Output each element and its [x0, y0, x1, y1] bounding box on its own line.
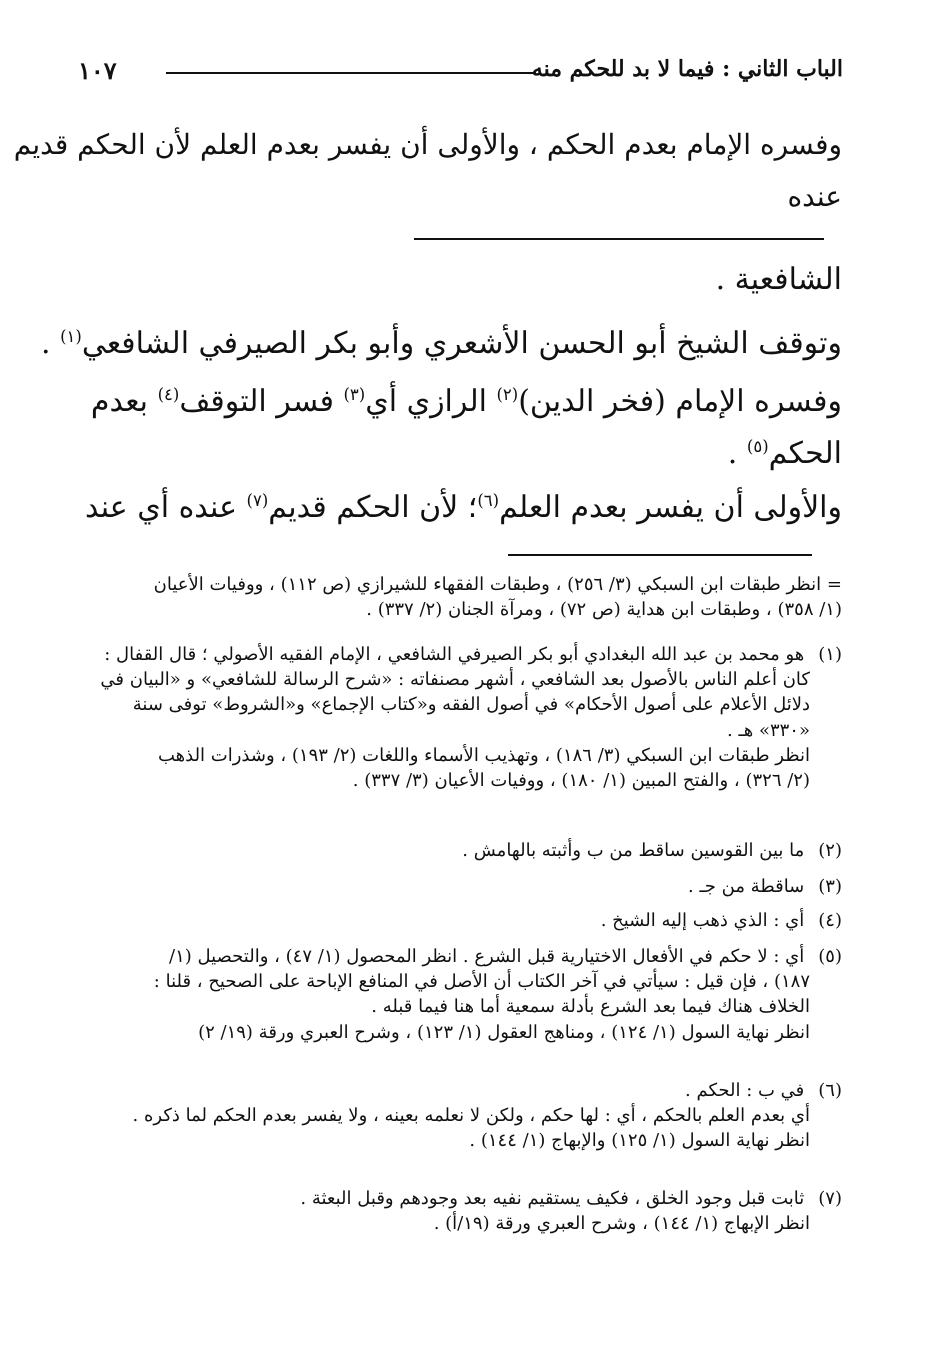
footnote-separator-rule	[508, 554, 812, 556]
body-line-1: الشافعية .	[715, 262, 842, 297]
body-text: الرازي أي	[365, 384, 497, 419]
footnote-line: في ب : الحكم .	[685, 1080, 805, 1101]
body-text: وتوقف الشيخ أبو الحسن الأشعري وأبو بكر الصيرفي الشافعي	[81, 326, 842, 361]
footnote-1	[72, 642, 842, 793]
footnote-continuation	[72, 572, 842, 622]
body-text: ؛ لأن الحكم قديم	[268, 490, 478, 525]
footnote-ref-5: (٥)	[746, 437, 769, 456]
footnote-line: أي : الذي ذهب إليه الشيخ .	[600, 910, 805, 931]
body-text: الحكم	[768, 436, 842, 471]
note-separator-rule	[414, 238, 824, 240]
body-line-4	[72, 436, 842, 472]
footnote-line: (٢/ ٣٢٦) ، والفتح المبين (١/ ١٨٠) ، ووفيات الأعيان (٣/ ٣٣٧) .	[352, 769, 810, 791]
footnote-7	[72, 1186, 842, 1236]
footnote-line: ما بين القوسين ساقط من ب وأثبته بالهامش .	[462, 840, 805, 861]
footnote-line: ثابت قبل وجود الخلق ، فكيف يستقيم نفيه بعد وجودهم وقبل البعثة .	[300, 1188, 805, 1209]
footnote-number: (٥)	[818, 946, 842, 967]
footnote-line: انظر نهاية السول (١/ ١٢٤) ، ومناهج العقول (١/ ١٢٣) ، وشرح العبري ورقة (١٩/ ٢)	[198, 1021, 810, 1043]
footnote-4	[72, 908, 842, 933]
footnote-6	[72, 1078, 842, 1154]
body-text: وفسره الإمام (فخر الدين)	[518, 384, 842, 419]
body-line-2	[41, 326, 842, 362]
page-number: ١٠٧	[78, 56, 117, 85]
footnote-number: (٦)	[818, 1080, 842, 1101]
footnote-line: انظر طبقات ابن السبكي (٣/ ١٨٦) ، وتهذيب الأسماء واللغات (٢/ ١٩٣) ، وشذرات الذهب	[157, 744, 810, 766]
footnote-5	[72, 944, 842, 1045]
footnote-line: انظر نهاية السول (١/ ١٢٥) والإبهاج (١/ ١٤٤) .	[469, 1130, 810, 1152]
body-line-3	[72, 384, 842, 420]
footnote-3	[72, 874, 842, 899]
footnote-line: دلائل الأعلام على أصول الأحكام» في أصول الفقه و«كتاب الإجماع» و«الشروط» توفى سنة	[132, 694, 810, 716]
body-text: عنده أي عند	[84, 490, 247, 525]
footnote-line: هو محمد بن عبد الله البغدادي أبو بكر الصيرفي الشافعي ، الإمام الفقيه الأصولي ؛ قال القفال :	[104, 644, 805, 665]
running-title: الباب الثاني : فيما لا بد للحكم منه	[531, 56, 843, 82]
footnote-ref-7: (٧)	[246, 491, 269, 510]
footnote-line: «٣٣٠» هـ .	[727, 719, 810, 741]
margin-note-line-1: وفسره الإمام بعدم الحكم ، والأولى أن يفسر بعدم العلم لأن الحكم قديم	[13, 128, 842, 161]
footnote-2	[72, 838, 842, 863]
footnote-line: كان أعلم الناس بالأصول بعد الشافعي ، أشهر مصنفاته : «شرح الرسالة للشافعي» و «البيان في	[100, 669, 810, 691]
footnote-ref-3: (٣)	[343, 385, 366, 404]
footnote-line: = انظر طبقات ابن السبكي (٣/ ٢٥٦) ، وطبقات الفقهاء للشيرازي (ص ١١٢) ، ووفيات الأعيان	[153, 574, 842, 595]
body-text: فسر التوقف	[179, 384, 344, 419]
footnote-line: (١/ ٣٥٨) ، وطبقات ابن هداية (ص ٧٢) ، ومرآة الجنان (٢/ ٣٣٧) .	[366, 599, 842, 621]
footnote-number: (٣)	[818, 876, 842, 897]
footnote-number: (٢)	[818, 840, 842, 861]
footnote-number: (١)	[818, 644, 842, 665]
body-text: .	[41, 326, 61, 361]
body-text: بعدم	[90, 384, 158, 419]
body-line-5	[72, 490, 842, 526]
footnote-number: (٤)	[818, 910, 842, 931]
margin-note-line-2: عنده	[787, 180, 842, 213]
footnote-line: أي : لا حكم في الأفعال الاختيارية قبل الشرع . انظر المحصول (١/ ٤٧) ، والتحصيل (١/	[169, 946, 805, 967]
footnote-line: أي بعدم العلم بالحكم ، أي : لها حكم ، ولكن لا نعلمه بعينه ، ولا يفسر بعدم الحكم لما ذكره .	[132, 1105, 810, 1127]
footnote-line: ١٨٧) ، فإن قيل : سيأتي في آخر الكتاب أن الأصل في المنافع الإباحة على الصحيح ، قلنا :	[153, 971, 810, 993]
footnote-ref-1: (١)	[60, 327, 82, 346]
footnote-ref-4: (٤)	[157, 385, 180, 404]
footnote-line: ساقطة من جـ .	[688, 876, 805, 897]
page-header	[78, 56, 843, 96]
footnote-number: (٧)	[818, 1188, 842, 1209]
footnote-ref-2: (٢)	[496, 385, 519, 404]
header-rule	[166, 72, 536, 74]
footnote-line: انظر الإبهاج (١/ ١٤٤) ، وشرح العبري ورقة (١٩/أ) .	[433, 1213, 810, 1235]
body-text: والأولى أن يفسر بعدم العلم	[499, 490, 842, 525]
footnote-line: الخلاف هناك فيما بعد الشرع بأدلة سمعية أما هنا فيما قبله .	[371, 996, 810, 1018]
footnote-ref-6: (٦)	[477, 491, 500, 510]
body-text: .	[727, 436, 747, 471]
